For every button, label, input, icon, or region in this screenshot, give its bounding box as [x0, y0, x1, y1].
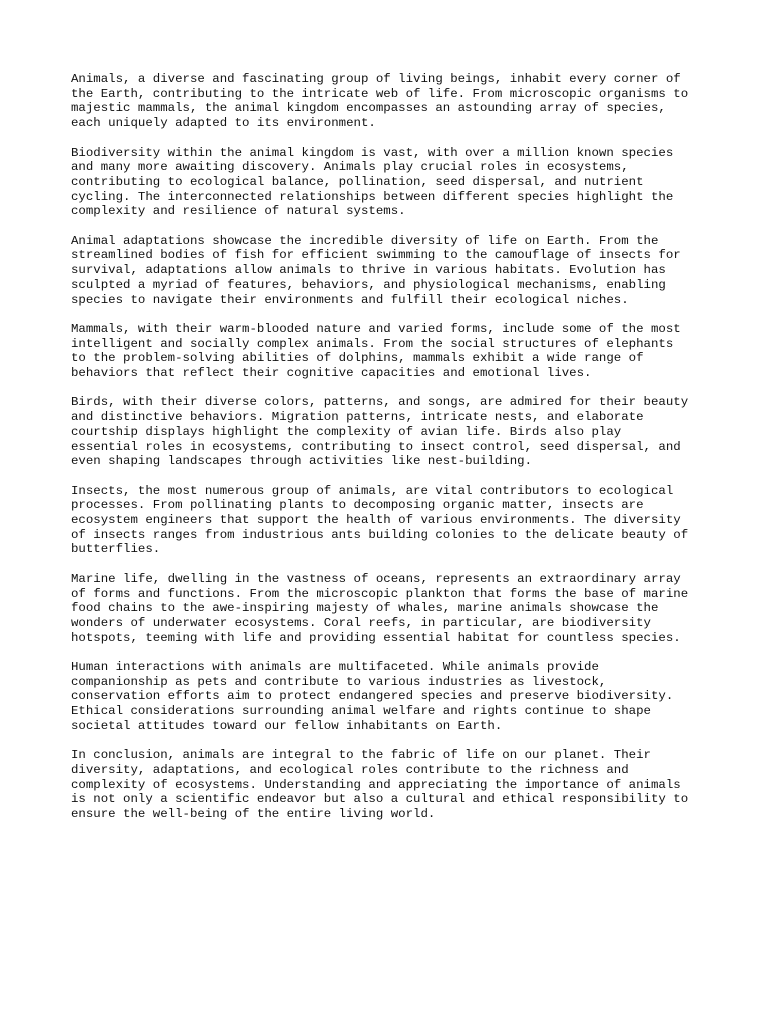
- paragraph-intro: Animals, a diverse and fascinating group of living beings, inhabit every corner of the Earth, contributing to the intricate web of life. From microscopic organisms to majestic mammals, the animal kingdom encompasses an astounding array of species, each uniquely adapted to its environment.: [71, 72, 689, 131]
- paragraph-human-interactions: Human interactions with animals are multifaceted. While animals provide companionship as pets and contribute to various industries as livestock, conservation efforts aim to protect endangered species and preserve biodiversity. Ethical considerations surrounding animal welfare and rights continue to shape societal attitudes toward our fellow inhabitants on Earth.: [71, 660, 674, 733]
- paragraph-conclusion: In conclusion, animals are integral to the fabric of life on our planet. Their diversity, adaptations, and ecological roles contribute to the richness and complexity of ecosystems. Understanding and appreciating the importance of animals is not only a scientific endeavor but also a cultural and ethical responsibility to ensure the well-being of the entire living world.: [71, 748, 689, 822]
- paragraph-insects: Insects, the most numerous group of animals, are vital contributors to ecological processes. From pollinating plants to decomposing organic matter, insects are ecosystem engineers that support the health of various environments. The diversity of insects ranges from industrious ants building colonies to the delicate beauty of butterflies.: [71, 483, 689, 557]
- paragraph-mammals: Mammals, with their warm-blooded nature and varied forms, include some of the most intelligent and socially complex animals. From the social structures of elephants to the problem-solving abilities of dolphins, mammals exhibit a wide range of behaviors that reflect their cognitive capacities and emotional lives.: [71, 321, 681, 381]
- document-page: [71, 72, 711, 836]
- paragraph-adaptations: Animal adaptations showcase the incredible diversity of life on Earth. From the streamlined bodies of fish for efficient swimming to the camouflage of insects for survival, adaptations allow animals to thrive in various habitats. Evolution has sculpted a myriad of features, behaviors, and physiological mechanisms, enabling species to navigate their environments and fulfill their ecological niches.: [71, 233, 681, 307]
- paragraph-marine-life: Marine life, dwelling in the vastness of oceans, represents an extraordinary array of forms and functions. From the microscopic plankton that forms the base of marine food chains to the awe-inspiring majesty of whales, marine animals showcase the wonders of underwater ecosystems. Coral reefs, in particular, are biodiversity hotspots, teeming with life and providing essential habitat for countless species.: [71, 571, 689, 645]
- paragraph-birds: Birds, with their diverse colors, patterns, and songs, are admired for their beauty and distinctive behaviors. Migration patterns, intricate nests, and elaborate courtship displays highlight the complexity of avian life. Birds also play essential roles in ecosystems, contributing to insect control, seed dispersal, and even shaping landscapes through activities like nest-building.: [71, 395, 689, 469]
- paragraph-biodiversity: Biodiversity within the animal kingdom is vast, with over a million known species and many more awaiting discovery. Animals play crucial roles in ecosystems, contributing to ecological balance, pollination, seed dispersal, and nutrient cycling. The interconnected relationships between different species highlight the complexity and resilience of natural systems.: [71, 145, 674, 219]
